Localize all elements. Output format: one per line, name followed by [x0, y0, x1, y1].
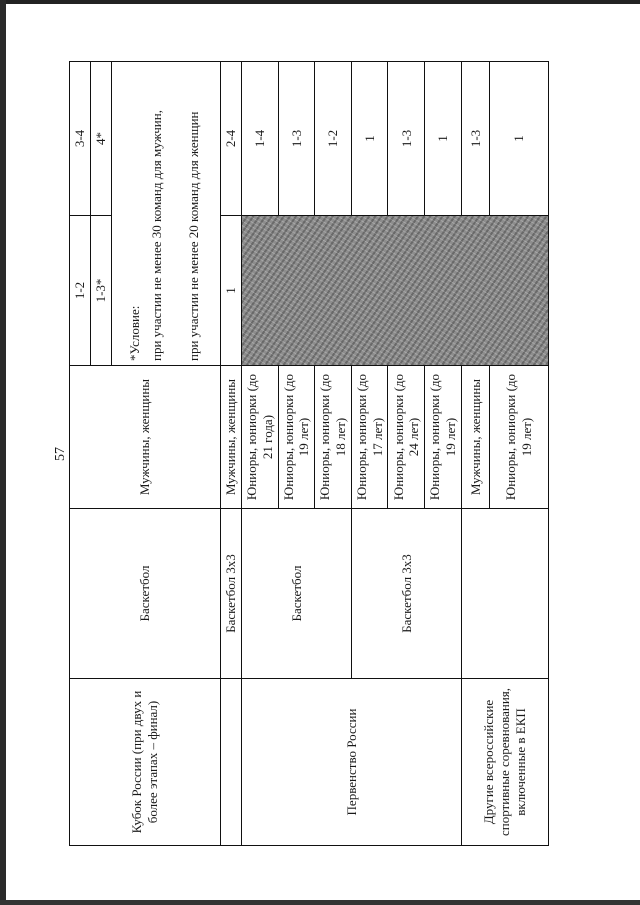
cup3x3-group-cell: Мужчины, женщины [221, 366, 242, 509]
table-row [241, 62, 278, 846]
championship-group-0: Юниоры, юниорки (до 21 года) [241, 366, 278, 509]
cup-group-cell: Мужчины, женщины [70, 366, 221, 509]
other-group-0: Мужчины, женщины [461, 366, 489, 509]
scan-edge-top [0, 0, 640, 4]
championship-group-3: Юниоры, юниорки (до 17 лет) [351, 366, 388, 509]
cup-place-a-top: 1-2 [70, 216, 91, 366]
cup-name-cell: Кубок России (при двух и более этапах – финал) [70, 679, 221, 846]
championship-place-2: 1-2 [315, 62, 352, 216]
championship-place-4: 1-3 [388, 62, 425, 216]
championship-name-cell: Первенство России [241, 679, 461, 846]
cup-place-a-bottom: 1-3* [90, 216, 111, 366]
table-row [221, 62, 242, 846]
cup-place-b-top: 3-4 [70, 62, 91, 216]
other-place-1: 1 [490, 62, 549, 216]
cup-condition-cell [111, 62, 220, 366]
championship-sport-basketball: Баскетбол [241, 509, 351, 679]
championship-group-2: Юниоры, юниорки (до 18 лет) [315, 366, 352, 509]
other-name-cell: Другие всероссийские спортивные соревнования, включенные в ЕКП [461, 679, 548, 846]
championship-group-4: Юниоры, юниорки (до 24 лет) [388, 366, 425, 509]
condition-heading: *Условие: [126, 305, 142, 361]
cup3x3-place-a: 1 [221, 216, 242, 366]
championship-place-0: 1-4 [241, 62, 278, 216]
championship-place-1: 1-3 [278, 62, 315, 216]
other-place-0: 1-3 [461, 62, 489, 216]
championship-group-5: Юниоры, юниорки (до 19 лет) [425, 366, 462, 509]
cup-sport-cell: Баскетбол [70, 509, 221, 679]
other-group-1: Юниоры, юниорки (до 19 лет) [490, 366, 549, 509]
cup3x3-sport-cell: Баскетбол 3х3 [221, 509, 242, 679]
championship-place-3: 1 [351, 62, 388, 216]
scan-edge-bottom [0, 900, 640, 905]
condition-men: при участии не менее 30 команд для мужчин, [148, 110, 164, 361]
cup3x3-place-b: 2-4 [221, 62, 242, 216]
cup3x3-name-cell [221, 679, 242, 846]
scan-edge-left [0, 0, 6, 905]
cup-place-b-bottom: 4* [90, 62, 111, 216]
championship-sport-3x3: Баскетбол 3х3 [351, 509, 461, 679]
condition-women: при участии не менее 20 команд для женщин [186, 111, 202, 361]
competition-table [69, 61, 549, 846]
page-number: 57 [53, 447, 68, 461]
shaded-cell [241, 216, 548, 366]
other-sport-cell [461, 509, 548, 679]
table-row [70, 62, 91, 846]
championship-group-1: Юниоры, юниорки (до 19 лет) [278, 366, 315, 509]
championship-place-5: 1 [425, 62, 462, 216]
table-row [461, 62, 489, 846]
